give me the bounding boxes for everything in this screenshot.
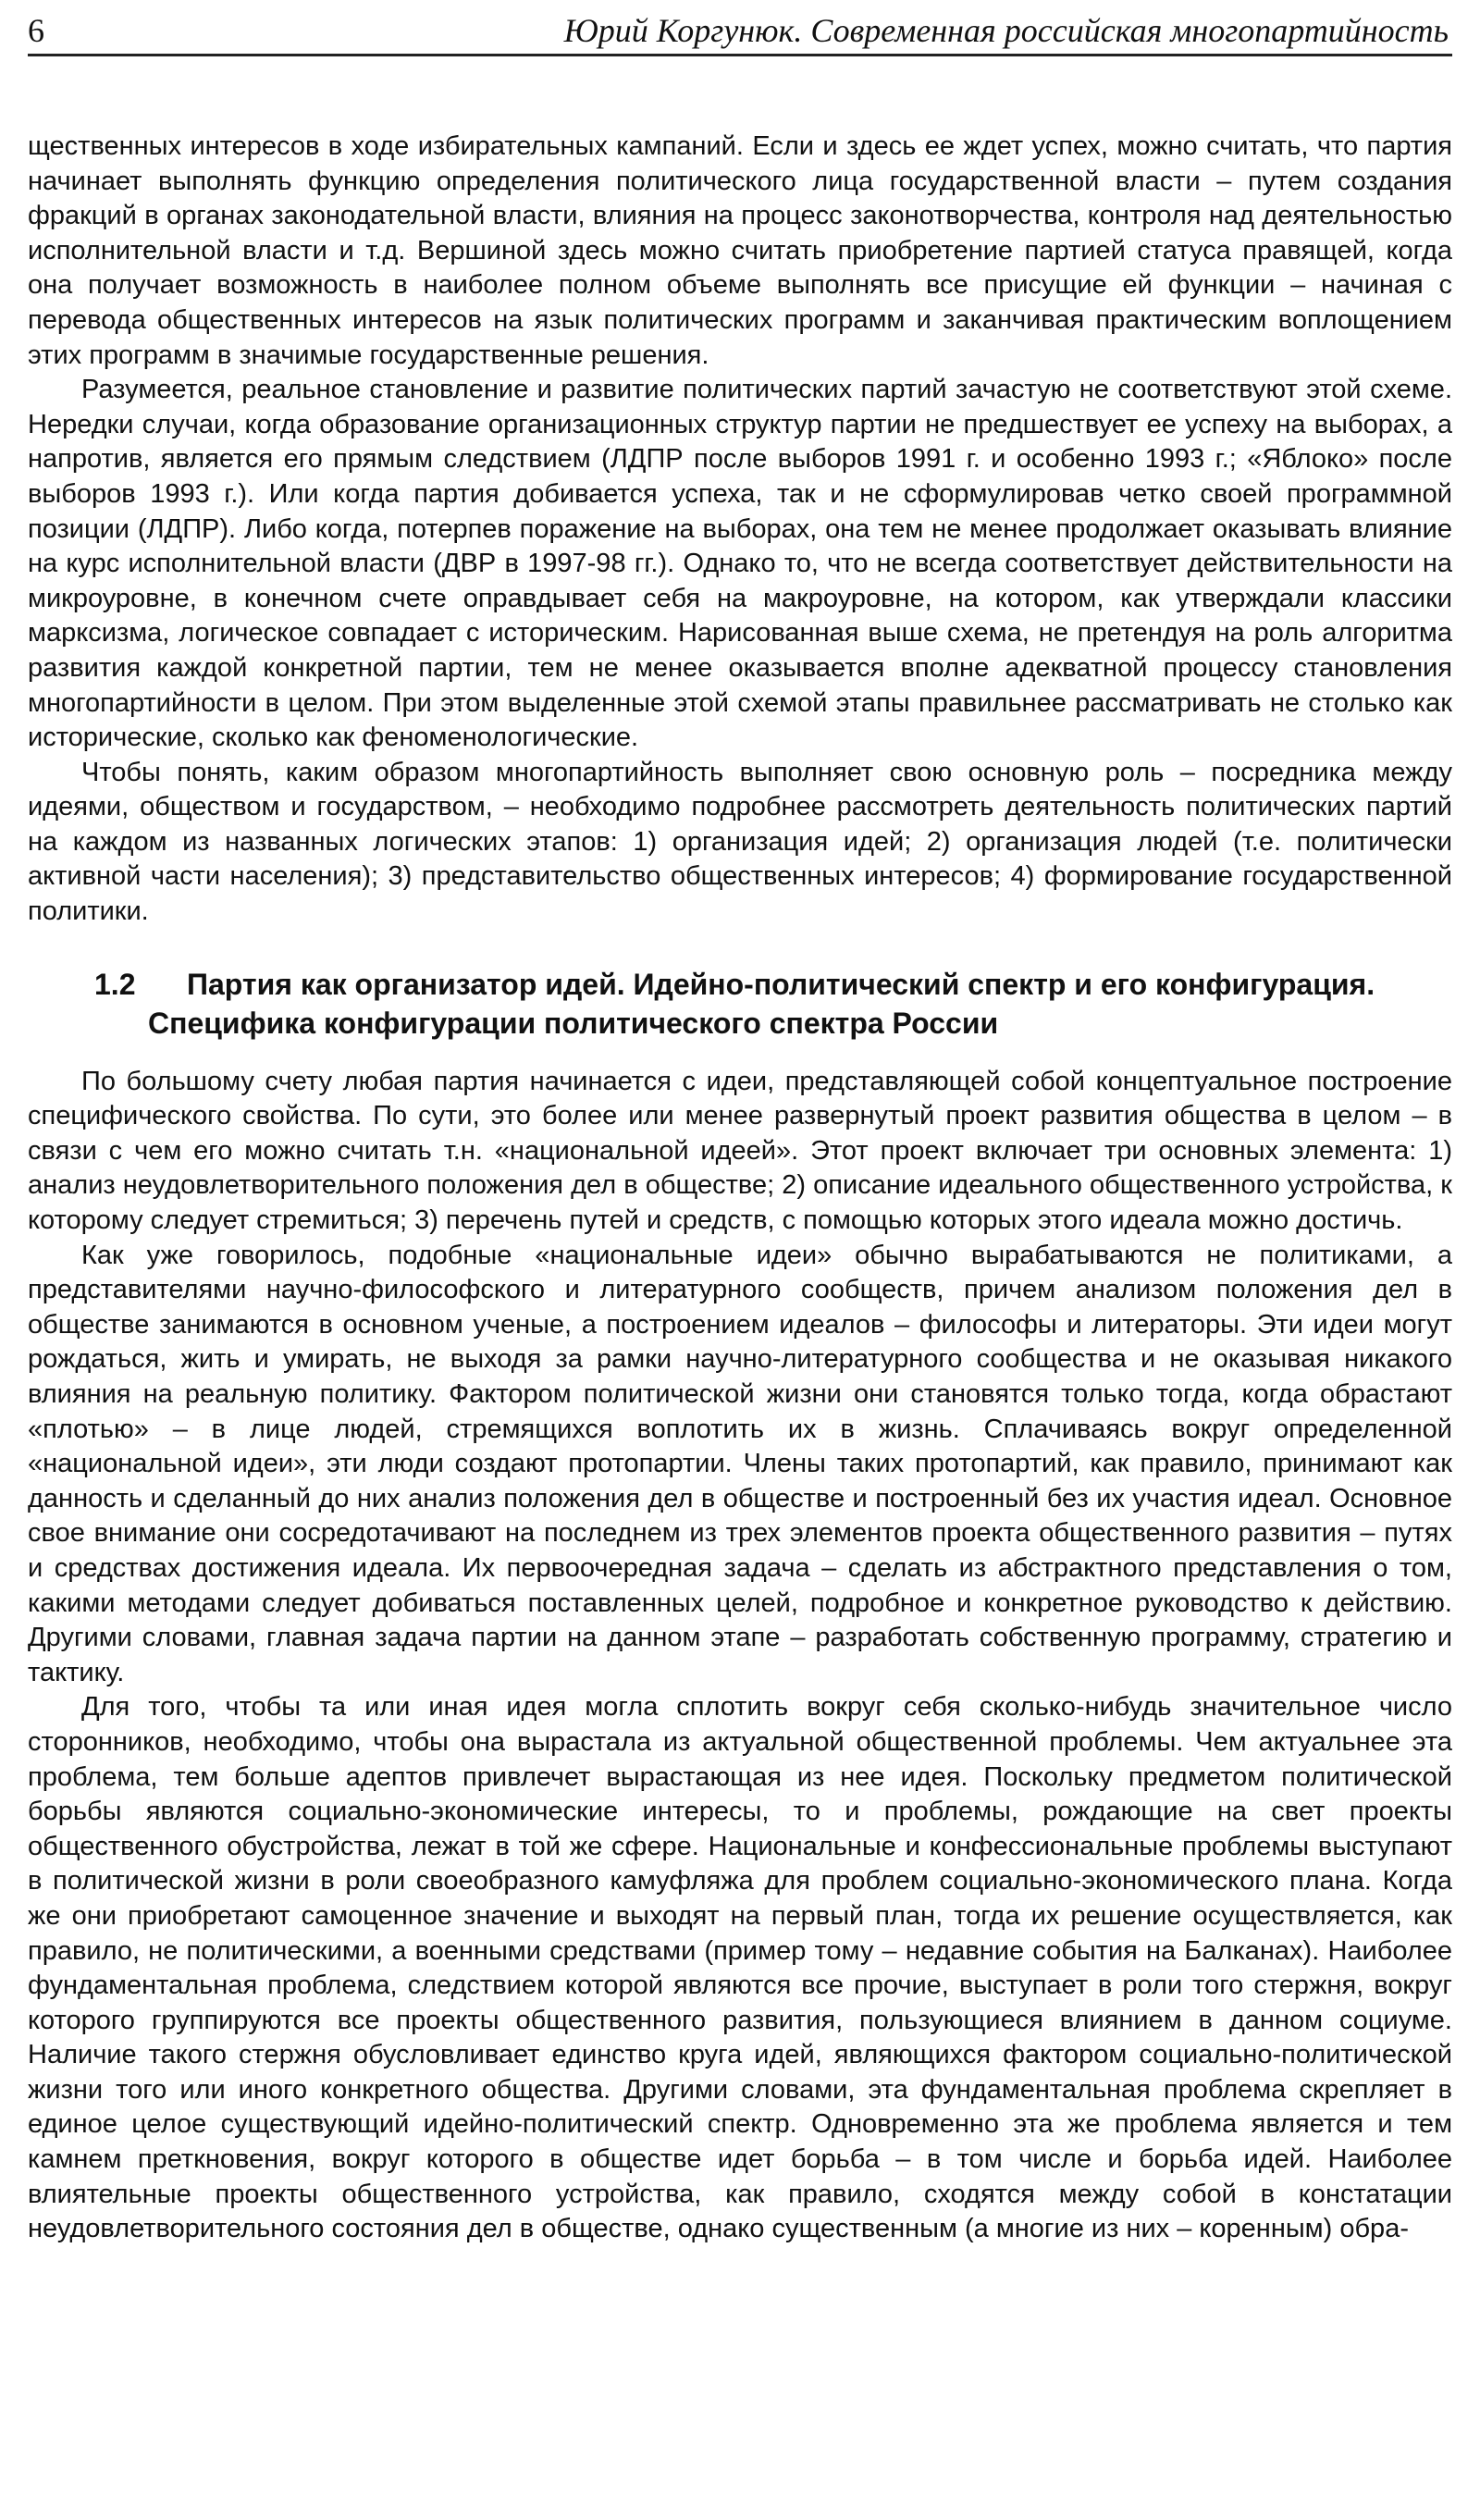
running-title: Юрий Коргунюк. Современная российская многопартийность xyxy=(563,12,1449,49)
section-number: 1.2 xyxy=(94,967,136,1001)
section-heading xyxy=(28,965,1452,1043)
running-header xyxy=(28,9,1452,56)
paragraph: Разумеется, реальное становление и развитие политических партий зачастую не соответствуют этой схеме. Нередки случаи, когда образование организационных структур партии не предшествует ее успеху на выборах, а напротив, является его прямым следствием (ЛДПР после выборов 1991 г. и особенно 1993 г.; «Яблоко» после выборов 1993 г.). Или когда партия добивается успеха, так и не сформулировав четко своей программной позиции (ЛДПР). Либо когда, потерпев поражение на выборах, она тем не менее продолжает оказывать влияние на курс исполнительной власти (ДВР в 1997-98 гг.). Однако то, что не всегда соответствует действительности на микроуровне, в конечном счете оправдывает себя на макроуровне, на котором, как утверждали классики марксизма, логическое совпадает с историческим. Нарисованная выше схема, не претендуя на роль алгоритма развития каждой конкретной партии, тем не менее оказывается вполне адекватной процессу становления многопартийности в целом. При этом выделенные этой схемой этапы правильнее рассматривать не столько как исторические, сколько как феноменологические. xyxy=(28,375,1452,753)
section-title: Партия как организатор идей. Идейно-политический спектр и его конфигурация. Специфика конфигурации политического спектра России xyxy=(148,967,1375,1040)
body-text xyxy=(28,130,1452,2247)
paragraph: По большому счету любая партия начинается с идеи, представляющей собой концептуальное построение специфического свойства. По сути, это более или менее развернутый проект развития общества в целом – в связи с чем его можно считать т.н. «национальной идеей». Этот проект включает три основных элемента: 1) анализ неудовлетворительного положения дел в обществе; 2) описание идеального общественного устройства, к которому следует стремиться; 3) перечень путей и средств, с помощью которых этого идеала можно достичь. xyxy=(28,1066,1452,1236)
paragraph: Как уже говорилось, подобные «национальные идеи» обычно вырабатываются не политиками, а представителями научно-философского и литературного сообществ, причем анализом положения дел в обществе занимаются в основном ученые, а построением идеалов – философы и литераторы. Эти идеи могут рождаться, жить и умирать, не выходя за рамки научно-литературного сообщества и не оказывая никакого влияния на реальную политику. Фактором политической жизни они становятся только тогда, когда обрастают «плотью» – в лице людей, стремящихся воплотить их в жизнь. Сплачиваясь вокруг определенной «национальной идеи», эти люди создают протопартии. Члены таких протопартий, как правило, принимают как данность и сделанный до них анализ положения дел в обществе и построенный без их участия идеал. Основное свое внимание они сосредотачивают на последнем из трех элементов проекта общественного развития – путях и средствах достижения идеала. Их первоочередная задача – сделать из абстрактного представления о том, какими методами следует добиваться поставленных целей, подробное и конкретное руководство к действию. Другими словами, главная задача партии на данном этапе – разработать собственную программу, стратегию и тактику. xyxy=(28,1240,1452,1687)
paragraph: Чтобы понять, каким образом многопартийность выполняет свою основную роль – посредника между идеями, обществом и государством, – необходимо подробнее рассмотреть деятельность политических партий на каждом из названных логических этапов: 1) организация идей; 2) организация людей (т.е. политически активной части населения); 3) представительство общественных интересов; 4) формирование государственной политики. xyxy=(28,757,1452,927)
paragraph: щественных интересов в ходе избирательных кампаний. Если и здесь ее ждет успех, можно считать, что партия начинает выполнять функцию определения политического лица государственной власти – путем создания фракций в органах законодательной власти, влияния на процесс законотворчества, контроля над деятельностью исполнительной власти и т.д. Вершиной здесь можно считать приобретение партией статуса правящей, когда она получает возможность в наиболее полном объеме выполнять все присущие ей функции – начиная с перевода общественных интересов на язык политических программ и заканчивая практическим воплощением этих программ в значимые государственные решения. xyxy=(28,131,1452,370)
paragraph: Для того, чтобы та или иная идея могла сплотить вокруг себя сколько-нибудь значительное число сторонников, необходимо, чтобы она вырастала из актуальной общественной проблемы. Чем актуальнее эта проблема, тем больше адептов привлечет вырастающая из нее идея. Поскольку предметом политической борьбы являются социально-экономические интересы, то и проблемы, рождающие на свет проекты общественного обустройства, лежат в той же сфере. Национальные и конфессиональные проблемы выступают в политической жизни в роли своеобразного камуфляжа для проблем социально-экономического плана. Когда же они приобретают самоценное значение и выходят на первый план, тогда их решение осуществляется, как правило, не политическими, а военными средствами (пример тому – недавние события на Балканах). Наиболее фундаментальная проблема, следствием которой являются все прочие, выступает в роли того стержня, вокруг которого группируются все проекты общественного развития, пользующиеся влиянием в данном социуме. Наличие такого стержня обусловливает единство круга идей, являющихся фактором социально-политической жизни того или иного конкретного общества. Другими словами, эта фундаментальная проблема скрепляет в единое целое существующий идейно-политический спектр. Одновременно эта же проблема является и тем камнем преткновения, вокруг которого в обществе идет борьба – в том числе и борьба идей. Наиболее влиятельные проекты общественного устройства, как правило, сходятся между собой в констатации неудовлетворительного состояния дел в обществе, однако существенным (а многие из них – коренным) обра- xyxy=(28,1692,1452,2244)
page-number: 6 xyxy=(28,12,44,49)
